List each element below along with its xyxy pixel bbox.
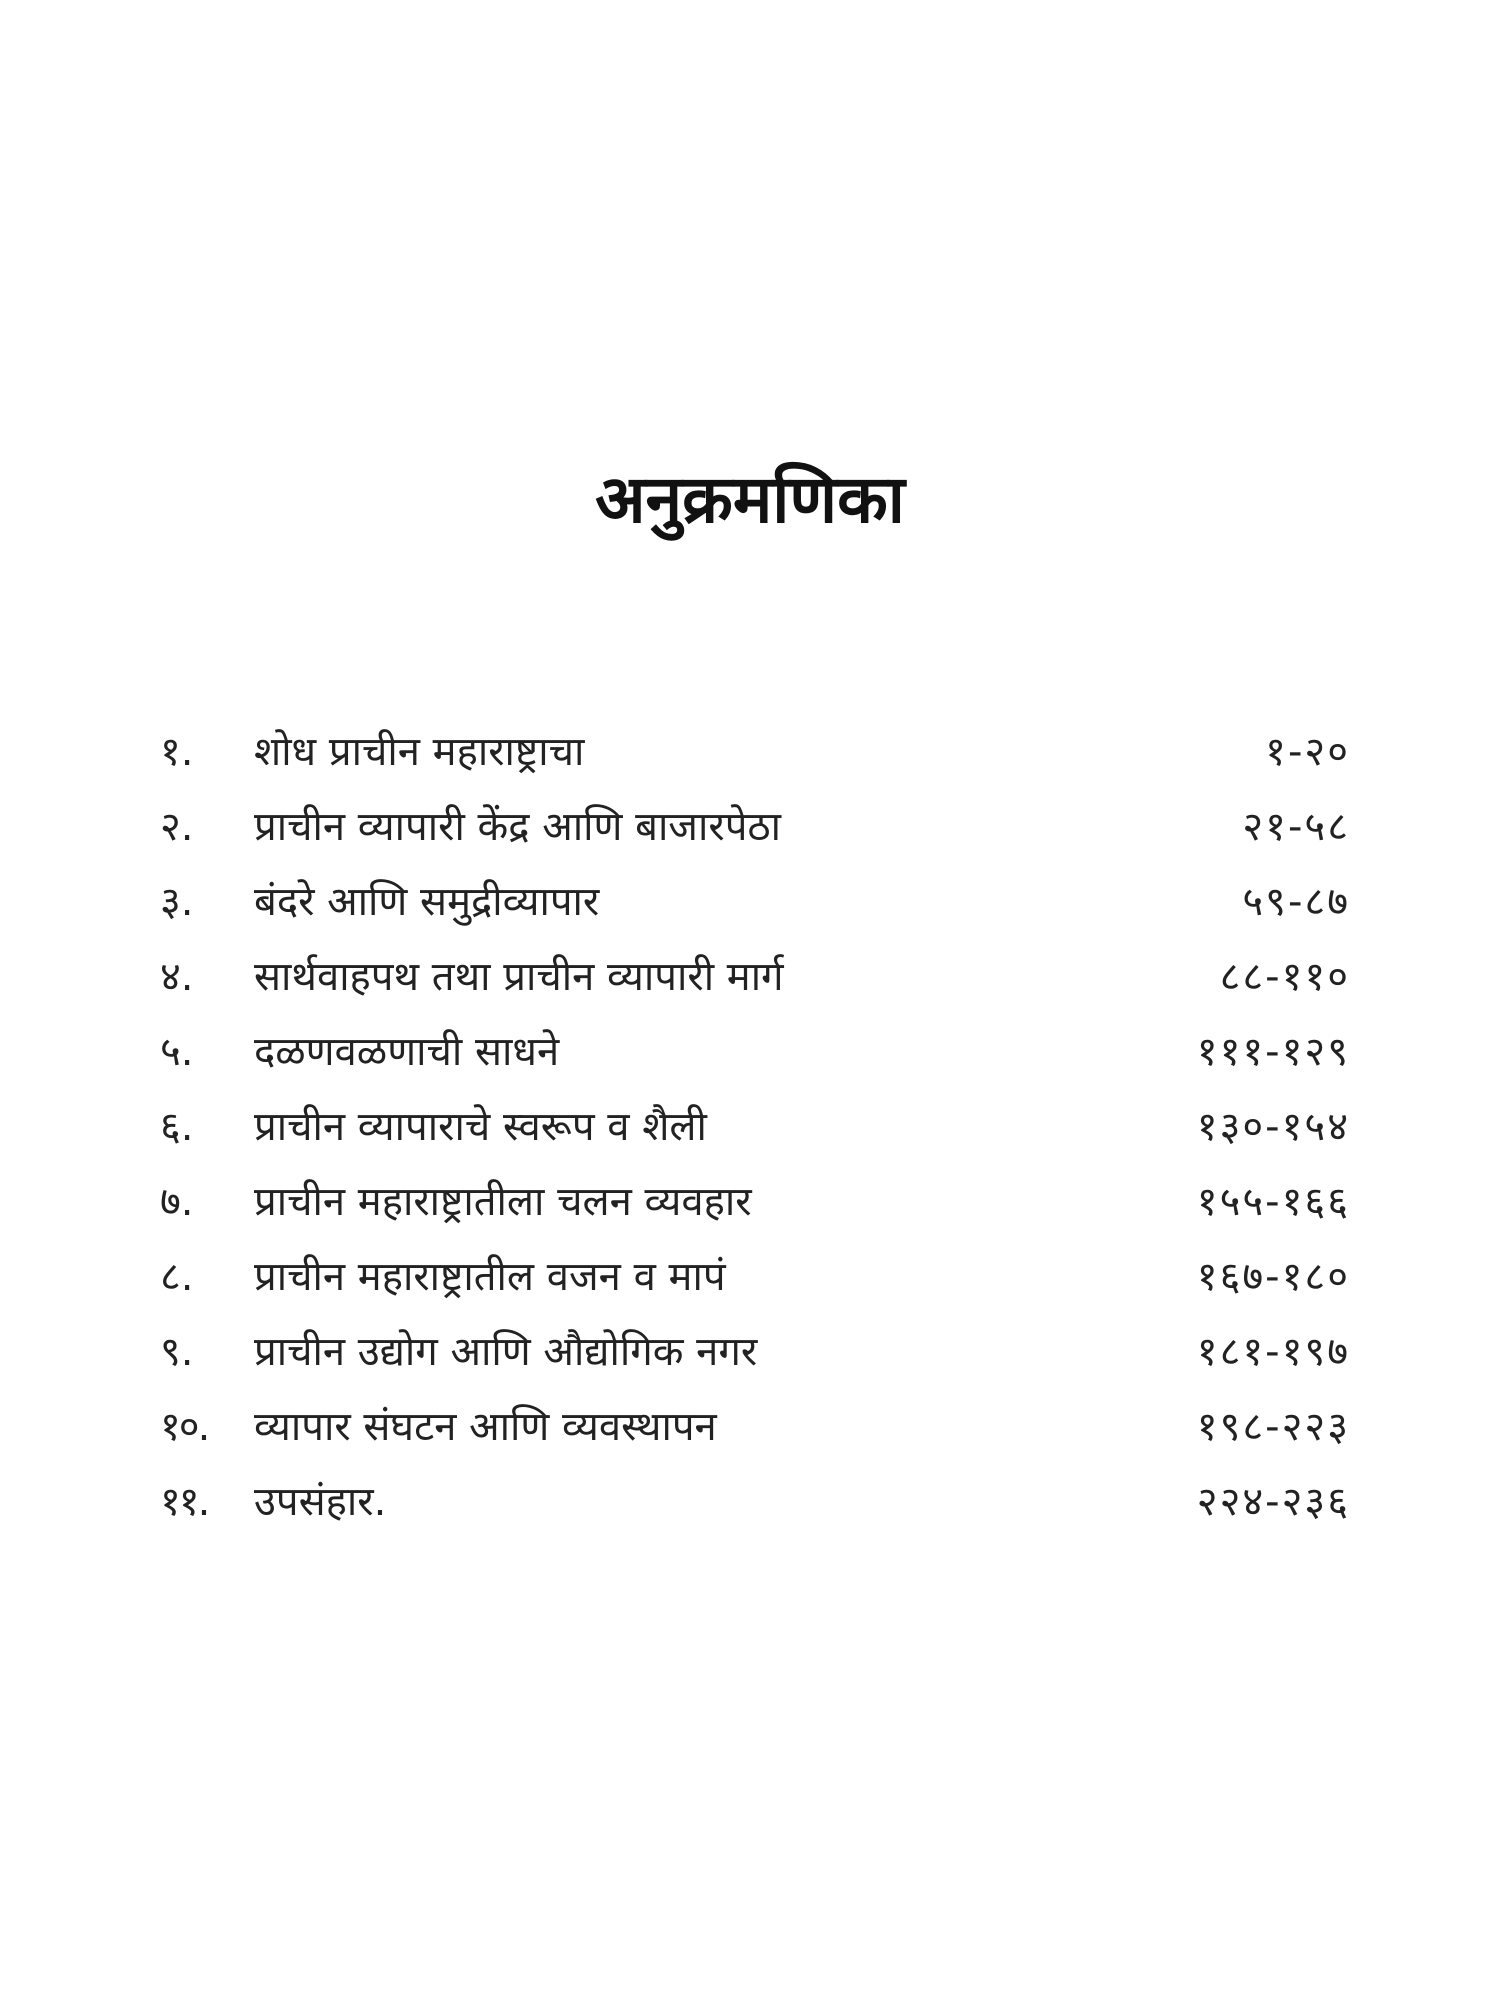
chapter-title: व्यापार संघटन आणि व्यवस्थापन — [254, 1404, 717, 1450]
chapter-number: ९. — [160, 1329, 194, 1375]
page-range: १६७-१८० — [1196, 1254, 1350, 1300]
chapter-number: ८. — [160, 1254, 194, 1300]
toc-entry — [160, 712, 1350, 787]
page-range: १९८-२२३ — [1196, 1404, 1350, 1450]
page-range: २२४-२३६ — [1196, 1479, 1350, 1525]
page-title: अनुक्रमणिका — [595, 461, 905, 538]
chapter-number: २. — [160, 804, 194, 850]
chapter-title: उपसंहार. — [254, 1479, 387, 1525]
chapter-title: प्राचीन व्यापाराचे स्वरूप व शैली — [254, 1104, 707, 1150]
toc-entry — [160, 1237, 1350, 1312]
toc-entry — [160, 1012, 1350, 1087]
toc-entry — [160, 862, 1350, 937]
table-of-contents — [160, 712, 1350, 1537]
chapter-number: ७. — [160, 1179, 194, 1225]
toc-entry — [160, 1387, 1350, 1462]
toc-entry — [160, 1087, 1350, 1162]
toc-entry — [160, 1312, 1350, 1387]
page-range: १३०-१५४ — [1196, 1104, 1350, 1150]
chapter-title: प्राचीन उद्योग आणि औद्योगिक नगर — [254, 1329, 758, 1375]
toc-entry — [160, 937, 1350, 1012]
toc-entry — [160, 1462, 1350, 1537]
chapter-title: प्राचीन व्यापारी केंद्र आणि बाजारपेठा — [254, 804, 782, 850]
chapter-title: बंदरे आणि समुद्रीव्यापार — [254, 879, 600, 925]
page-range: १८१-१९७ — [1196, 1329, 1350, 1375]
chapter-number: ३. — [160, 879, 194, 925]
chapter-number: १०. — [160, 1404, 209, 1450]
chapter-title: दळणवळणाची साधने — [254, 1029, 560, 1075]
page-range: १-२० — [1265, 729, 1350, 775]
chapter-title: शोध प्राचीन महाराष्ट्राचा — [254, 729, 585, 775]
chapter-title: सार्थवाहपथ तथा प्राचीन व्यापारी मार्ग — [254, 954, 784, 1000]
page-range: १५५-१६६ — [1196, 1179, 1350, 1225]
chapter-number: ११. — [160, 1479, 209, 1525]
chapter-title: प्राचीन महाराष्ट्रातील वजन व मापं — [254, 1254, 726, 1300]
chapter-title: प्राचीन महाराष्ट्रातीला चलन व्यवहार — [254, 1179, 752, 1225]
page-range: ५९-८७ — [1242, 879, 1350, 925]
page-range: १११-१२९ — [1196, 1029, 1350, 1075]
chapter-number: ५. — [160, 1029, 194, 1075]
chapter-number: ४. — [160, 954, 194, 1000]
chapter-number: ६. — [160, 1104, 194, 1150]
chapter-number: १. — [160, 729, 194, 775]
toc-entry — [160, 787, 1350, 862]
toc-entry — [160, 1162, 1350, 1237]
page-range: २१-५८ — [1242, 804, 1350, 850]
page-range: ८८-११० — [1219, 954, 1350, 1000]
